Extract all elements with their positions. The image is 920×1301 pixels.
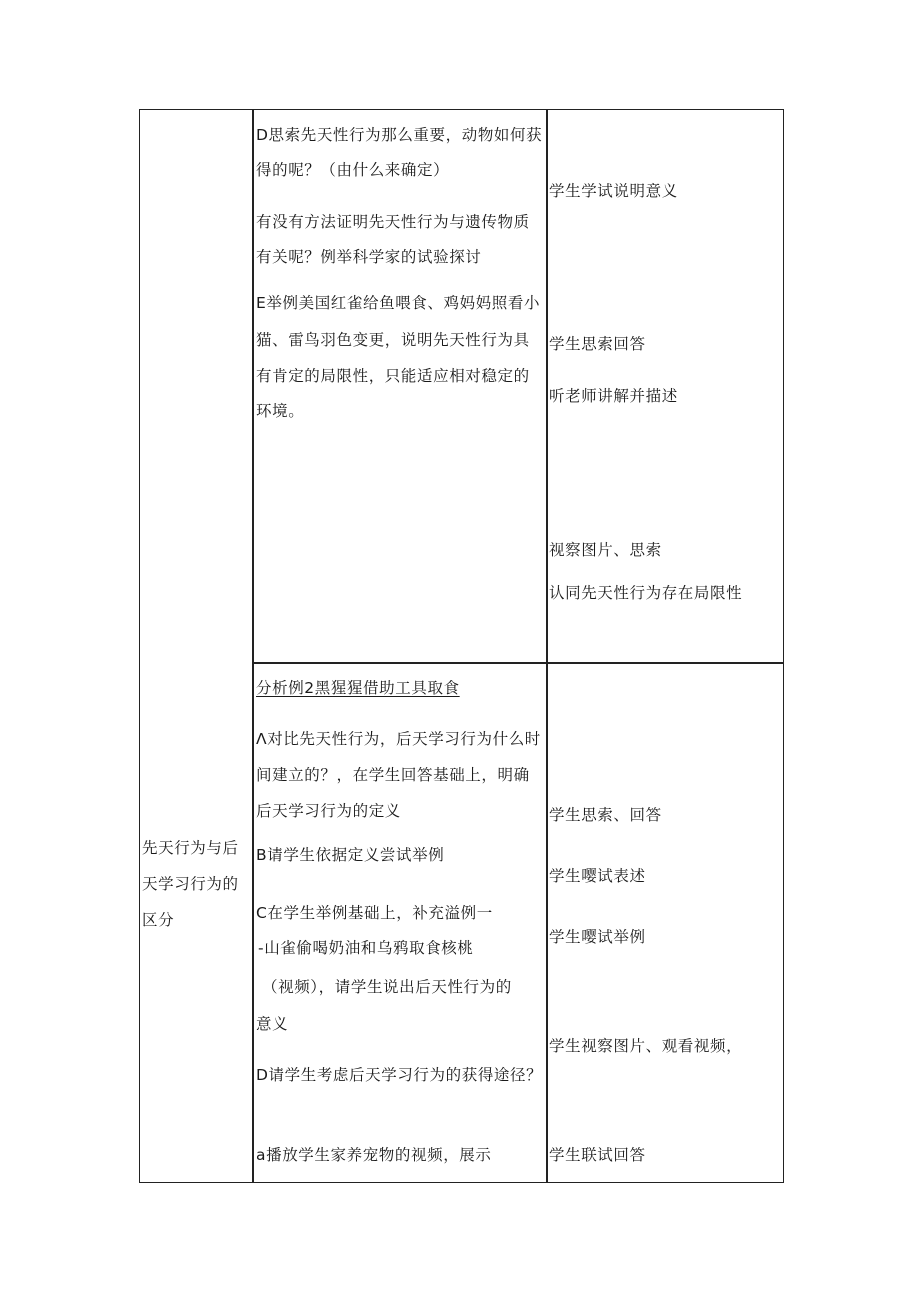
- row2-middle-heading: 分析例2黑猩猩借助工具取食: [256, 679, 460, 697]
- row2-right-line-3: 学生嘤试举例: [549, 928, 646, 946]
- row2-middle-line-9: 意义: [256, 1015, 289, 1033]
- row2-left-line-2: 天学习行为的: [142, 875, 239, 893]
- row2-middle-line-4: 后天学习行为的定义: [256, 802, 401, 820]
- row1-right-line-3: 听老师讲解并描述: [549, 387, 678, 405]
- row2-right-line-4: 学生视察图片、观看视频，: [549, 1037, 743, 1055]
- row2-right-line-2: 学生嘤试表述: [549, 867, 646, 885]
- row2-right-line-1: 学生思索、回答: [549, 806, 662, 824]
- row1-right-line-2: 学生思索回答: [549, 335, 646, 353]
- row1-middle-line-1: D思索先天性行为那么重要，动物如何获: [256, 126, 543, 144]
- lesson-plan-table: [139, 109, 784, 1183]
- row-divider: [252, 662, 784, 664]
- row1-middle-line-5: E举例美国红雀给鱼喂食、鸡妈妈照看小: [256, 294, 541, 312]
- row2-left-line-3: 区分: [142, 911, 175, 929]
- column-divider-2: [546, 109, 548, 1183]
- row1-middle-line-6: 猫、雷鸟羽色变更，说明先天性行为具: [256, 331, 530, 349]
- row2-middle-line-10: D请学生考虑后天学习行为的获得途径？: [256, 1066, 543, 1084]
- row2-middle-line-11: a播放学生家养宠物的视频，展示: [256, 1146, 492, 1164]
- row2-right-line-5: 学生联试回答: [549, 1146, 646, 1164]
- row1-middle-line-4: 有关呢？例举科学家的试验探讨: [256, 248, 482, 266]
- row1-right-line-4: 视察图片、思索: [549, 541, 662, 559]
- row1-right-line-1: 学生学试说明意义: [549, 182, 678, 200]
- row2-middle-line-2: Λ对比先天性行为，后天学习行为什么时: [256, 730, 541, 748]
- row2-middle-line-7: -山雀偷喝奶油和乌鸦取食核桃: [258, 939, 474, 957]
- row1-middle-line-7: 有肯定的局限性，只能适应相对稳定的: [256, 367, 530, 385]
- row1-middle-line-2: 得的呢？（由什么来确定）: [256, 161, 450, 179]
- row2-middle-line-5: B请学生依据定义尝试举例: [256, 846, 445, 864]
- row1-middle-line-8: 环境。: [256, 402, 305, 420]
- row2-middle-line-6: C在学生举例基础上，补充溢例一: [256, 904, 493, 922]
- row2-left-line-1: 先天行为与后: [142, 839, 239, 857]
- row2-middle-line-3: 间建立的？，在学生回答基础上，明确: [256, 766, 530, 784]
- column-divider-1: [252, 109, 254, 1183]
- row1-right-line-5: 认同先天性行为存在局限性: [549, 584, 743, 602]
- row1-middle-line-3: 有没有方法证明先天性行为与遗传物质: [256, 213, 530, 231]
- row2-middle-line-8: （视频），请学生说出后天性行为的: [262, 978, 512, 996]
